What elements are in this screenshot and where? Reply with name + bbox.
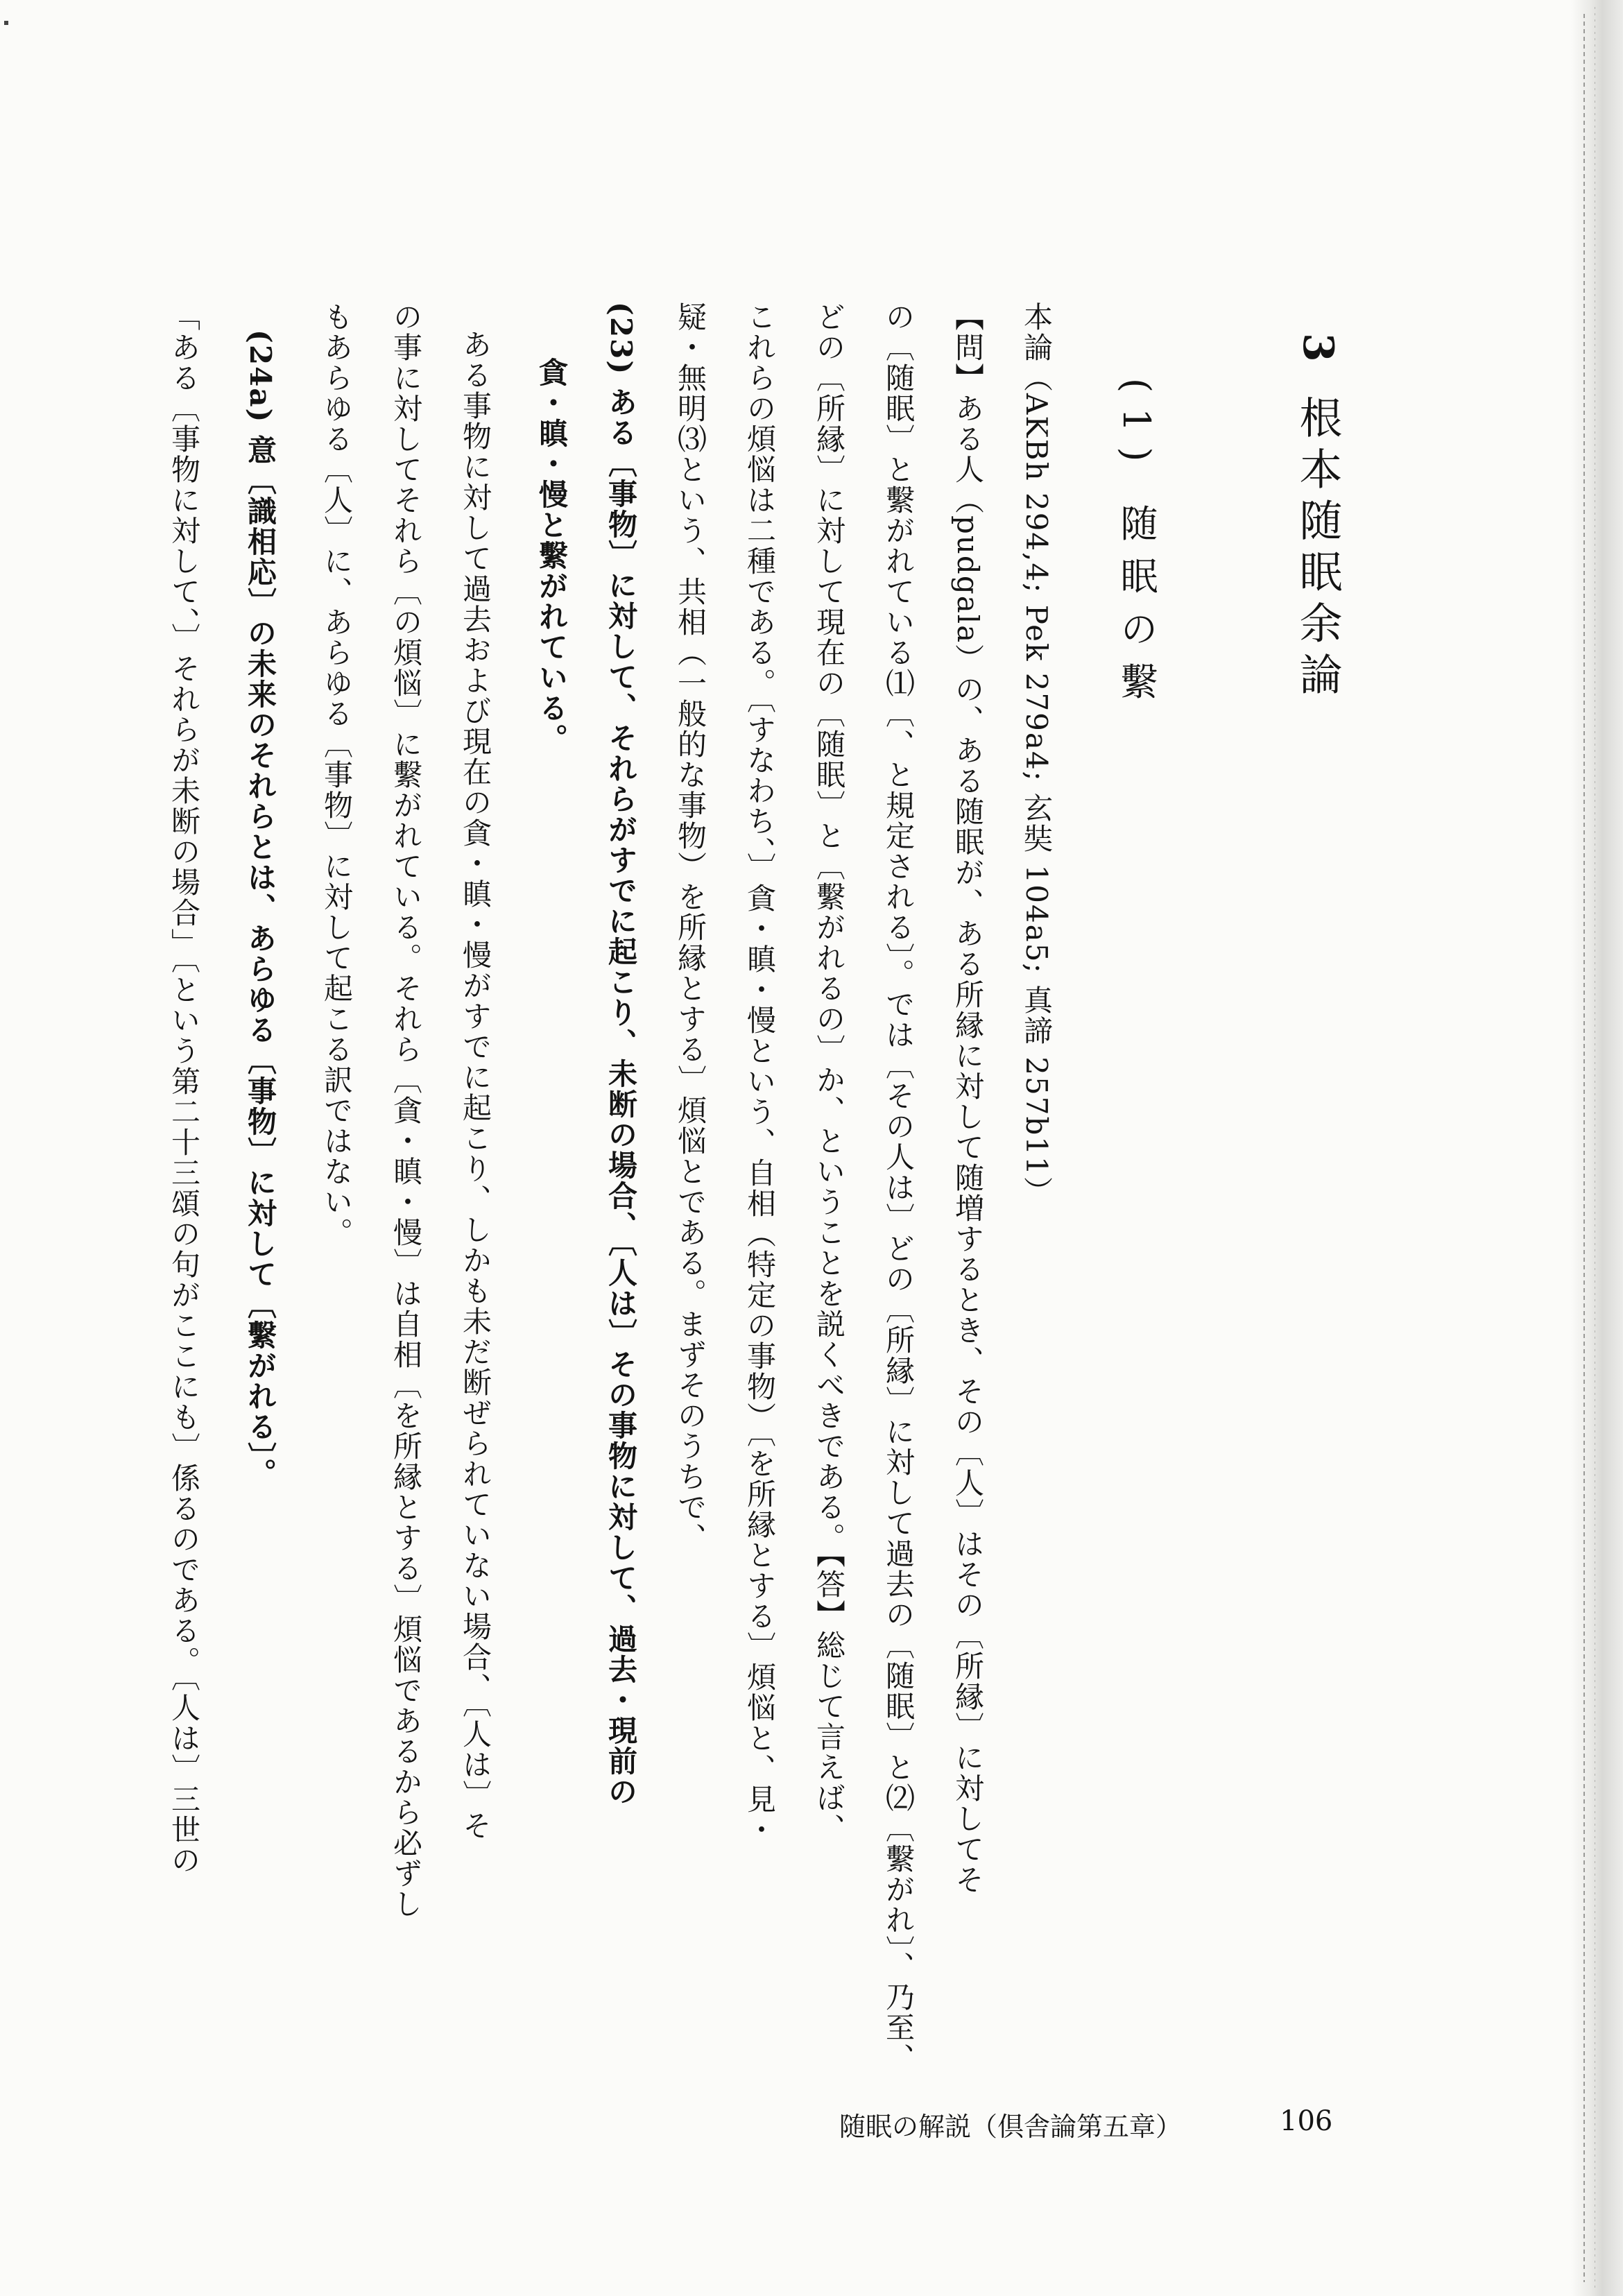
body-line: 疑・無明⑶という、共相（一般的な事物）を所縁とする〕煩悩とである。まずそのうちで、 xyxy=(673,302,707,1553)
verse-24a-line: (24a) 意〔識相応〕の未来のそれらとは、あらゆる〔事物〕に対して〔繫がれる〕。 xyxy=(243,329,277,1489)
commentary-line: 「ある〔事物に対して、〕それらが未断の場合」〔という第二十三頌の句がここにも〕係るのである。〔人は〕三世の xyxy=(167,302,201,1876)
verse-23-line: (23) ある〔事物〕に対して、それらがすでに起こり、未断の場合、〔人は〕その事物に対して、過去・現前の xyxy=(604,302,638,1807)
running-title: 随眠の解説（倶舎論第五章） xyxy=(839,2111,1183,2142)
scan-binding-edge xyxy=(1571,0,1623,2296)
chapter-number: 3 xyxy=(1294,333,1342,362)
body-line: 【問】ある人（pudgala）の、ある随眠が、ある所縁に対して随増するとき、その〔人〕はその〔所縁〕に対してそ xyxy=(951,302,985,1896)
source-reference-line: 本論（AKBh 294,4; Pek 279a4; 玄奘 104a5; 真諦 257b11） xyxy=(1020,302,1054,1207)
scan-speck xyxy=(4,21,8,25)
body-line: の〔随眠〕と繫がれている⑴〔、と規定される〕。では〔その人は〕どの〔所縁〕に対して過去の〔随眠〕と⑵〔繫がれ〕、乃至、 xyxy=(882,302,916,2073)
commentary-line: ある事物に対して過去および現在の貪・瞋・慢がすでに起こり、しかも未だ断ぜられていない場合、〔人は〕そ xyxy=(458,329,492,1841)
body-line: どの〔所縁〕に対して現在の〔随眠〕と〔繫がれるの〕か、ということを説くべきである。【答】総じて言えば、 xyxy=(812,302,846,1844)
commentary-line: もあらゆる〔人〕に、あらゆる〔事物〕に対して起こる訳ではない。 xyxy=(320,302,354,1248)
chapter-title: 根本随眠余論 xyxy=(1292,395,1343,703)
body-line: これらの煩悩は二種である。〔すなわち、〕貪・瞋・慢という、自相（特定の事物）〔を所縁とする〕煩悩と、見・ xyxy=(743,302,777,1845)
page-number: 106 xyxy=(1280,2105,1333,2137)
commentary-line: の事に対してそれら〔の煩悩〕に繫がれている。それら〔貪・瞋・慢〕は自相〔を所縁とする〕煩悩であるから必ずし xyxy=(389,302,423,1919)
verse-23-continuation: 貪・瞋・慢と繫がれている。 xyxy=(535,357,569,754)
section-heading: (1) 随眠の繫 xyxy=(1115,378,1158,715)
